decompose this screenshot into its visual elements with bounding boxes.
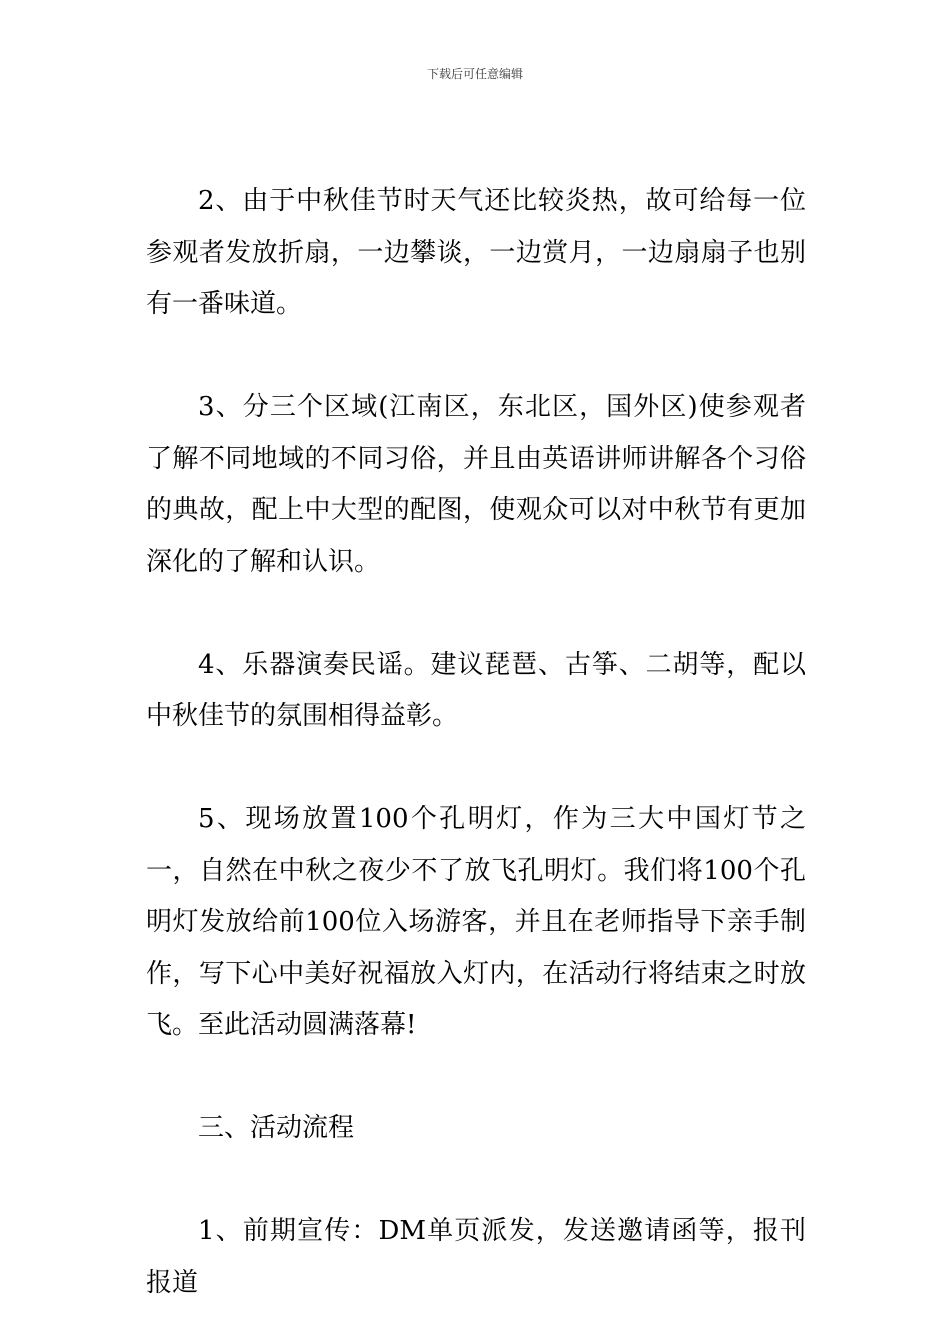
- paragraph-item-flow-1: 1、前期宣传：DM单页派发，发送邀请函等，报刊报道: [146, 1216, 806, 1298]
- paragraph-item-2: 2、由于中秋佳节时天气还比较炎热，故可给每一位参观者发放折扇，一边攀谈，一边赏月，一边扇扇子也别有一番味道。: [146, 186, 806, 319]
- paragraph-item-3: 3、分三个区域(江南区，东北区，国外区)使参观者了解不同地域的不同习俗，并且由英语讲师讲解各个习俗的典故，配上中大型的配图，使观众可以对中秋节有更加深化的了解和认识。: [146, 392, 806, 577]
- document-body: [146, 176, 806, 1309]
- paragraph-item-4: 4、乐器演奏民谣。建议琵琶、古筝、二胡等，配以中秋佳节的氛围相得益彰。: [146, 649, 806, 731]
- page-header-note: 下载后可任意编辑: [426, 67, 523, 81]
- section-heading-activity-flow: 三、活动流程: [198, 1113, 355, 1143]
- paragraph-item-5: 5、现场放置100个孔明灯，作为三大中国灯节之一，自然在中秋之夜少不了放飞孔明灯。我们将100个孔明灯发放给前100位入场游客，并且在老师指导下亲手制作，写下心中美好祝福放入灯内，在活动行将结束之时放飞。至此活动圆满落幕!: [146, 804, 806, 1040]
